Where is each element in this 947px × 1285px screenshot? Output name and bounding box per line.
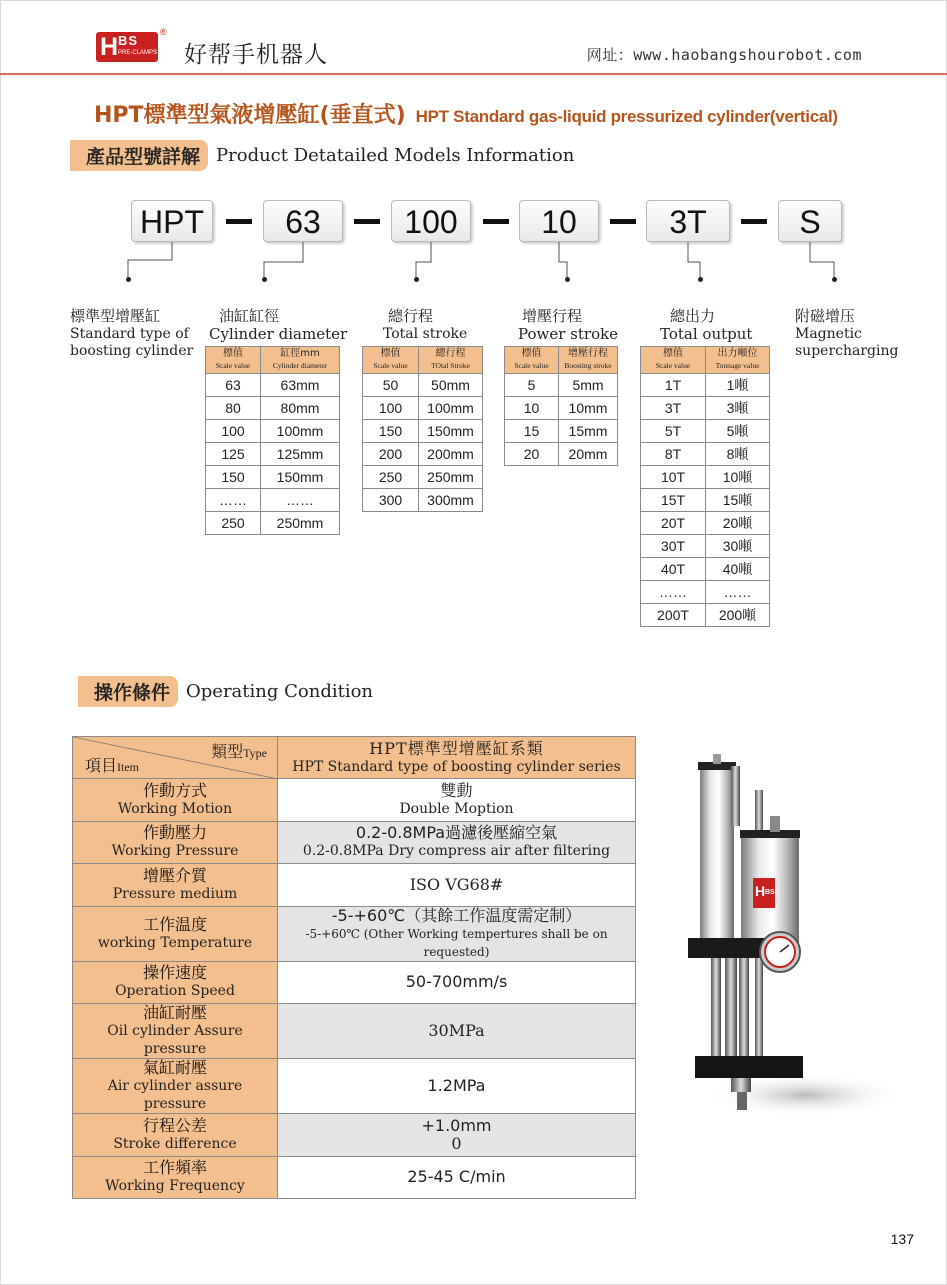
page-number: 137 — [890, 1231, 914, 1247]
oc-row — [73, 906, 636, 961]
oc-item-en: Working Motion — [117, 800, 233, 817]
connector-dot — [832, 277, 837, 282]
product-logo-h: H — [755, 883, 766, 899]
stroke-table — [362, 346, 483, 512]
value-cell: 150mm — [419, 420, 483, 443]
option-output — [660, 305, 752, 343]
value-cell: 63mm — [261, 374, 340, 397]
value-cell: 8噸 — [706, 443, 770, 466]
table-row — [641, 489, 770, 512]
value-cell: 50mm — [419, 374, 483, 397]
oc-row — [73, 864, 636, 907]
table-row — [505, 443, 618, 466]
table-header: 總行程 TOtal Stroke — [419, 347, 483, 374]
value-cell: 15mm — [559, 420, 618, 443]
scale-value-cell: 150 — [206, 466, 261, 489]
connector-dot — [565, 277, 570, 282]
option-en: Standard type of — [70, 326, 189, 342]
scale-value-cell: 10 — [505, 397, 559, 420]
table-row — [641, 512, 770, 535]
oc-item-cn: 氣缸耐壓 — [142, 1058, 207, 1077]
table-row — [641, 558, 770, 581]
oc-row — [73, 1059, 636, 1114]
oc-header-value — [278, 737, 636, 779]
table-header: 標值 Scale value — [206, 347, 261, 374]
connector-dot — [262, 277, 267, 282]
code-box-power-stroke: 10 — [519, 200, 599, 242]
option-en: boosting cylinder — [70, 343, 194, 359]
scale-value-cell: 80 — [206, 397, 261, 420]
oc-item-cn: 工作温度 — [142, 914, 207, 934]
oc-item-en: Item — [117, 760, 140, 774]
oc-value: +1.0mm — [421, 1115, 492, 1135]
oc-row — [73, 779, 636, 822]
oc-row — [73, 821, 636, 864]
table-row — [641, 535, 770, 558]
option-cn: 總行程 — [388, 307, 434, 325]
table-row — [206, 489, 340, 512]
value-cell: 200噸 — [706, 604, 770, 627]
table-header: 標值 Scale value — [641, 347, 706, 374]
value-cell: 20噸 — [706, 512, 770, 535]
value-cell: 200mm — [419, 443, 483, 466]
oc-item-en: Operation Speed — [115, 983, 235, 1000]
scale-value-cell: 100 — [363, 397, 419, 420]
power-stroke-table — [504, 346, 618, 466]
oc-item-cn: 增壓介質 — [142, 865, 207, 885]
scale-value-cell: 10T — [641, 466, 706, 489]
table-header: 缸徑mm Cylinder diameter — [261, 347, 340, 374]
table-row — [206, 374, 340, 397]
scale-value-cell: 200T — [641, 604, 706, 627]
value-cell: 30噸 — [706, 535, 770, 558]
product-logo-bs: BS — [765, 889, 775, 896]
scale-value-cell: 15T — [641, 489, 706, 512]
oc-value: 30MPa — [428, 1021, 485, 1040]
diameter-table — [205, 346, 340, 535]
option-series — [70, 305, 193, 360]
value-cell: 100mm — [419, 397, 483, 420]
option-cn: 總出力 — [670, 307, 716, 325]
table-row — [641, 581, 770, 604]
oc-header-item — [73, 737, 278, 779]
option-en: Power stroke — [518, 325, 619, 343]
operating-condition-table — [72, 736, 636, 1199]
value-cell: 5mm — [559, 374, 618, 397]
oc-item-cn: 項目 — [85, 756, 118, 775]
logo-letters-bs: BS — [118, 33, 139, 48]
option-cn: 標準型增壓缸 — [70, 307, 161, 325]
oc-type-cn: 類型 — [211, 742, 244, 761]
table-row — [641, 397, 770, 420]
oc-value: 25-45 C/min — [407, 1167, 506, 1187]
scale-value-cell: 20T — [641, 512, 706, 535]
option-cn: 附磁增压 — [795, 307, 856, 325]
oc-row — [73, 1114, 636, 1157]
title-en: HPT Standard gas-liquid pressurized cylinder(vertical) — [415, 107, 838, 126]
oc-item-en: Air cylinder assure pressure — [107, 1078, 243, 1112]
table-row — [206, 397, 340, 420]
value-cell: 125mm — [261, 443, 340, 466]
scale-value-cell: 150 — [363, 420, 419, 443]
table-header: 增壓行程 Boosting stroke — [559, 347, 618, 374]
scale-value-cell: 200 — [363, 443, 419, 466]
models-section-title: Product Detatailed Models Information — [216, 145, 575, 166]
option-en: Cylinder diameter — [209, 325, 348, 343]
output-table — [640, 346, 770, 627]
code-connectors — [0, 0, 947, 300]
value-cell: 250mm — [261, 512, 340, 535]
table-row — [641, 443, 770, 466]
oc-value-lower: 0 — [451, 1133, 462, 1153]
scale-value-cell: …… — [206, 489, 261, 512]
table-row — [206, 443, 340, 466]
value-cell: 300mm — [419, 489, 483, 512]
scale-value-cell: 63 — [206, 374, 261, 397]
scale-value-cell: 15 — [505, 420, 559, 443]
value-cell: 150mm — [261, 466, 340, 489]
table-row — [206, 420, 340, 443]
scale-value-cell: …… — [641, 581, 706, 604]
option-en: Total stroke — [383, 326, 468, 342]
scale-value-cell: 8T — [641, 443, 706, 466]
value-cell: 40噸 — [706, 558, 770, 581]
table-row — [505, 374, 618, 397]
option-magnetic — [795, 305, 898, 360]
value-cell: 3噸 — [706, 397, 770, 420]
oc-item-cn: 作動壓力 — [142, 823, 207, 843]
oc-row — [73, 1156, 636, 1199]
oc-series-cn: HPT標準型增壓缸系類 — [369, 738, 544, 758]
table-row — [206, 512, 340, 535]
oc-item-en: Working Frequency — [105, 1178, 245, 1195]
option-cn: 油缸缸徑 — [219, 307, 280, 325]
oc-value: 雙動 — [440, 780, 473, 800]
value-cell: 250mm — [419, 466, 483, 489]
code-box-stroke: 100 — [391, 200, 471, 242]
table-row — [206, 466, 340, 489]
oc-item-cn: 行程公差 — [142, 1115, 207, 1135]
oc-item-cn: 作動方式 — [142, 780, 207, 800]
oc-item-en: working Temperature — [97, 934, 253, 951]
scale-value-cell: 40T — [641, 558, 706, 581]
oc-item-cn: 操作速度 — [142, 963, 207, 983]
oc-value: 0.2-0.8MPa過濾後壓縮空氣 — [355, 823, 558, 843]
scale-value-cell: 5T — [641, 420, 706, 443]
code-box-series: HPT — [131, 200, 213, 242]
scale-value-cell: 3T — [641, 397, 706, 420]
connector-dot — [698, 277, 703, 282]
table-row — [505, 397, 618, 420]
table-row — [363, 443, 483, 466]
oc-item-en: Pressure medium — [112, 885, 238, 902]
table-header: 標值 Scale value — [363, 347, 419, 374]
code-box-magnetic: S — [778, 200, 842, 242]
logo-subtitle: PRE-CLAMPS — [118, 50, 158, 56]
oc-series-en: HPT Standard type of boosting cylinder series — [292, 758, 621, 775]
option-en: Magnetic — [795, 326, 862, 342]
operating-section-heading — [78, 676, 373, 707]
scale-value-cell: 5 — [505, 374, 559, 397]
oc-value-en: -5-+60℃ (Other Working tempertures shall be on requested) — [305, 926, 608, 959]
oc-item-cn: 油缸耐壓 — [142, 1003, 207, 1022]
scale-value-cell: 250 — [363, 466, 419, 489]
table-row — [641, 466, 770, 489]
option-en: supercharging — [795, 343, 899, 359]
table-row — [363, 489, 483, 512]
value-cell: …… — [706, 581, 770, 604]
value-cell: 20mm — [559, 443, 618, 466]
table-row — [363, 466, 483, 489]
value-cell: …… — [261, 489, 340, 512]
value-cell: 1噸 — [706, 374, 770, 397]
scale-value-cell: 30T — [641, 535, 706, 558]
oc-row — [73, 961, 636, 1004]
value-cell: 10噸 — [706, 466, 770, 489]
option-en: Total output — [660, 325, 753, 343]
oc-value: 1.2MPa — [427, 1076, 486, 1095]
table-row — [363, 374, 483, 397]
code-box-output: 3T — [646, 200, 730, 242]
scale-value-cell: 250 — [206, 512, 261, 535]
table-row — [641, 604, 770, 627]
option-power-stroke — [518, 305, 618, 343]
oc-item-en: Oil cylinder Assure pressure — [107, 1023, 243, 1057]
option-stroke — [383, 305, 467, 343]
oc-item-en: Stroke difference — [113, 1135, 237, 1152]
oc-item-cn: 工作頻率 — [142, 1158, 207, 1178]
operating-section-title: Operating Condition — [186, 681, 374, 702]
brand-name: 好帮手机器人 — [184, 42, 328, 68]
oc-row — [73, 1004, 636, 1059]
value-cell: 10mm — [559, 397, 618, 420]
connector-dot — [414, 277, 419, 282]
table-row — [641, 420, 770, 443]
cylinder-product-image — [665, 750, 905, 1130]
oc-value: ISO VG68# — [409, 874, 504, 894]
oc-item-en: Working Pressure — [111, 843, 239, 860]
operating-section-tag: 操作條件 — [78, 676, 178, 707]
value-cell: 100mm — [261, 420, 340, 443]
connector-dot — [126, 277, 131, 282]
scale-value-cell: 1T — [641, 374, 706, 397]
value-cell: 5噸 — [706, 420, 770, 443]
oc-value: 50-700mm/s — [405, 972, 508, 992]
scale-value-cell: 50 — [363, 374, 419, 397]
scale-value-cell: 100 — [206, 420, 261, 443]
scale-value-cell: 125 — [206, 443, 261, 466]
logo-letter-h: H — [100, 33, 119, 61]
table-header: 出力噸位 Tonnage value — [706, 347, 770, 374]
oc-type-en: Type — [243, 746, 267, 760]
models-section-tag: 產品型號詳解 — [70, 140, 208, 171]
option-diameter — [209, 305, 347, 343]
code-box-diameter: 63 — [263, 200, 343, 242]
oc-value-en: 0.2-0.8MPa Dry compress air after filtering — [302, 843, 611, 860]
table-row — [363, 420, 483, 443]
table-row — [505, 420, 618, 443]
option-cn: 增壓行程 — [522, 307, 583, 325]
oc-value-en: Double Moption — [399, 800, 514, 817]
title-cn: HPT標準型氣液增壓缸(垂直式) — [94, 103, 406, 128]
scale-value-cell: 300 — [363, 489, 419, 512]
table-row — [363, 397, 483, 420]
website-url[interactable]: 网址：www.haobangshourobot.com — [586, 46, 862, 64]
oc-value: -5-+60℃（其餘工作温度需定制） — [331, 905, 582, 925]
table-header: 標值 Scale value — [505, 347, 559, 374]
registered-mark: ® — [160, 27, 167, 37]
scale-value-cell: 20 — [505, 443, 559, 466]
value-cell: 15噸 — [706, 489, 770, 512]
table-row — [641, 374, 770, 397]
value-cell: 80mm — [261, 397, 340, 420]
